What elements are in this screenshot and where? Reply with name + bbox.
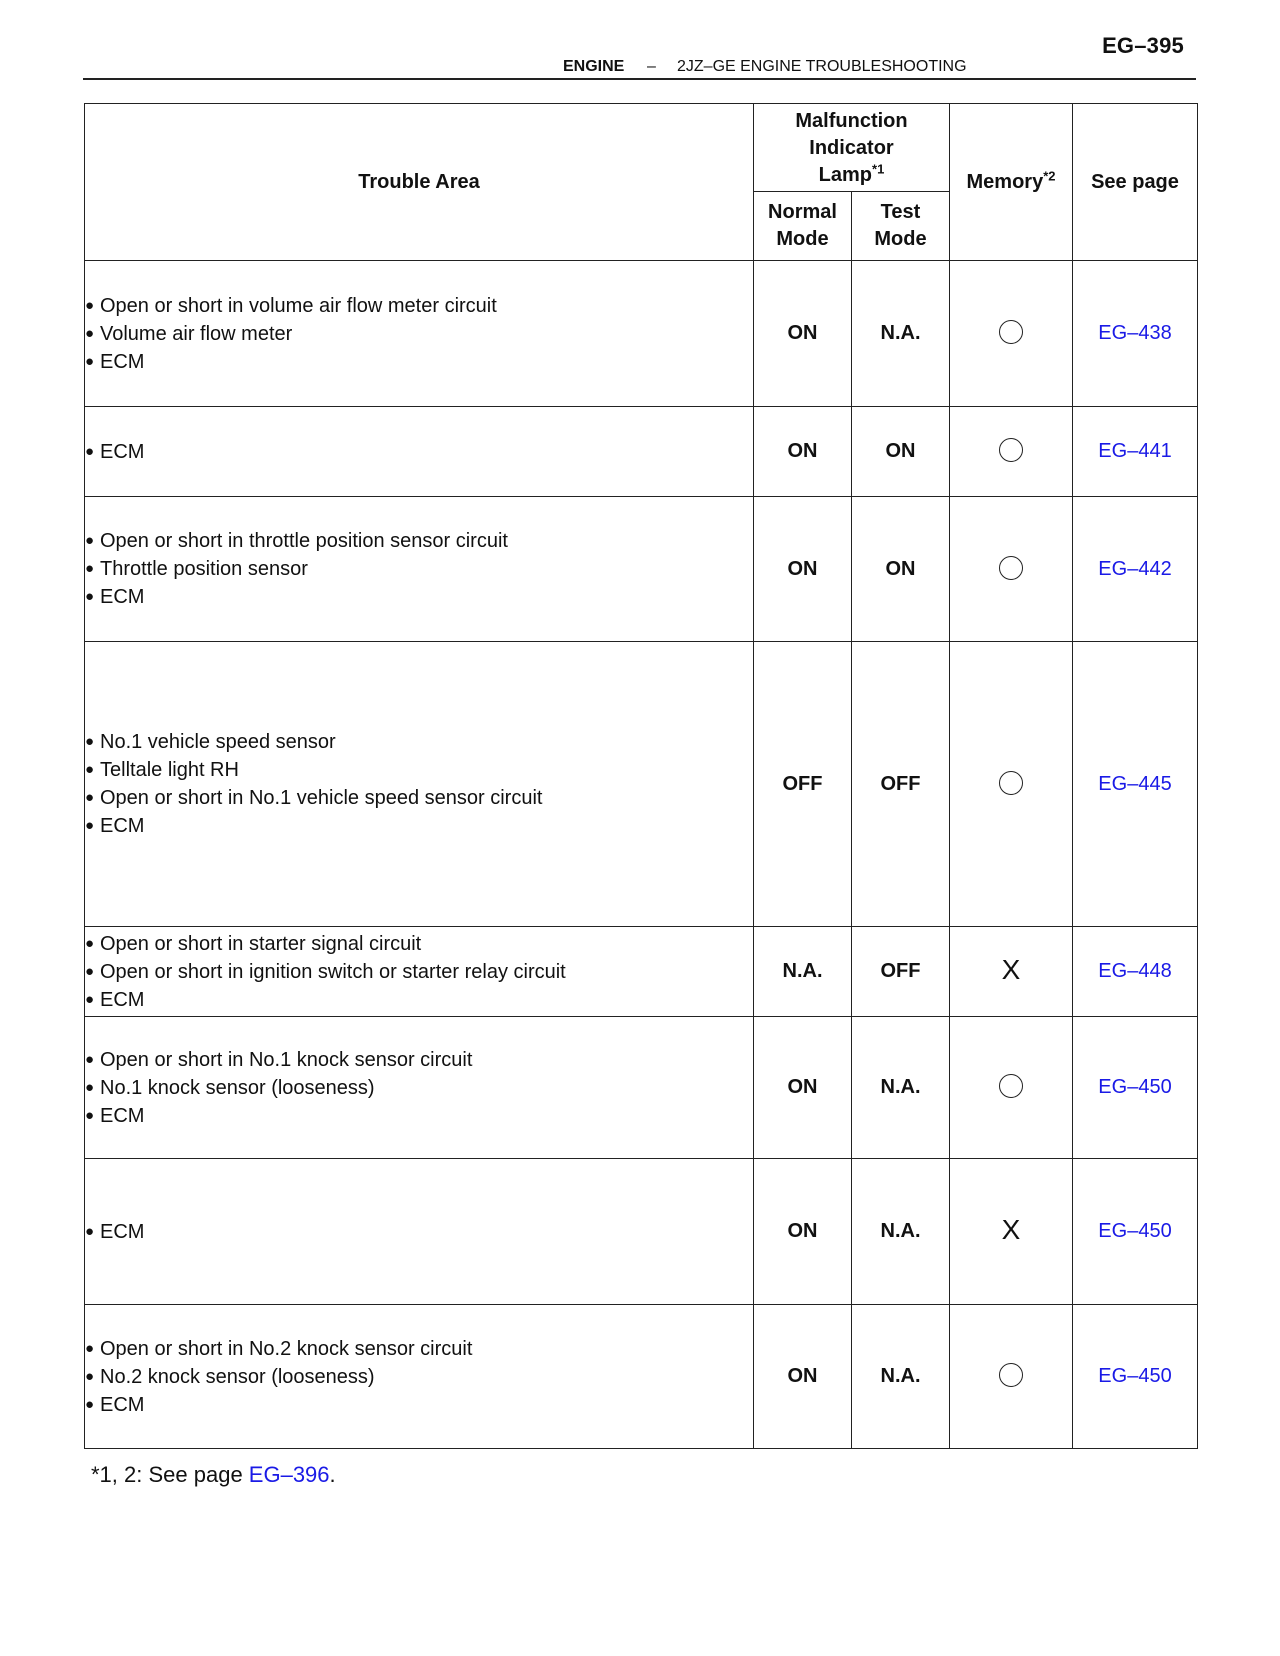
test-mode-cell: N.A. <box>852 261 950 407</box>
trouble-item <box>85 527 753 555</box>
bullet-icon: ● <box>85 962 95 980</box>
mil-line1: Malfunction <box>795 110 908 132</box>
trouble-item-text: Open or short in No.1 vehicle speed sensor circuit <box>100 787 543 809</box>
table-row <box>85 642 1198 927</box>
test-mode-cell: ON <box>852 497 950 642</box>
trouble-item <box>85 1218 753 1246</box>
bullet-icon: ● <box>85 817 95 834</box>
bullet-icon: ● <box>85 934 95 952</box>
bullet-icon: ● <box>85 532 95 549</box>
trouble-item-text: ECM <box>100 350 145 373</box>
test-mode-cell: N.A. <box>852 1159 950 1305</box>
trouble-item <box>85 1046 753 1074</box>
memory-circle-icon <box>999 1074 1023 1098</box>
bullet-icon: ● <box>85 296 95 314</box>
bullet-icon: ● <box>85 442 95 460</box>
trouble-area-cell <box>85 1159 754 1305</box>
memory-circle-icon <box>999 320 1023 344</box>
trouble-item <box>85 1102 753 1130</box>
memory-footnote-mark: *2 <box>1043 167 1056 183</box>
trouble-area-cell <box>85 407 754 497</box>
table-row <box>85 1305 1198 1449</box>
memory-cell <box>950 407 1073 497</box>
bullet-icon: ● <box>85 990 95 1008</box>
trouble-item <box>85 986 753 1014</box>
col-header-see-page: See page <box>1073 104 1198 261</box>
footnote-suffix: . <box>329 1462 336 1487</box>
trouble-item-text: Throttle position sensor <box>100 558 308 580</box>
mil-label: Lamp <box>818 164 873 186</box>
normal-line2: Mode <box>776 228 829 250</box>
bullet-icon: ● <box>85 588 95 605</box>
col-header-memory <box>950 104 1073 261</box>
memory-x-icon: X <box>1001 1214 1021 1246</box>
table-row <box>85 407 1198 497</box>
mil-line2: Indicator <box>809 137 894 159</box>
trouble-area-cell <box>85 927 754 1017</box>
mil-line3 <box>754 162 949 189</box>
normal-line1: Normal <box>768 201 837 223</box>
bullet-icon: ● <box>85 1050 95 1068</box>
trouble-area-cell <box>85 642 754 927</box>
see-page-link[interactable]: EG–450 <box>1073 1159 1198 1305</box>
bullet-icon: ● <box>85 761 95 778</box>
trouble-item-text: Open or short in No.2 knock sensor circuit <box>100 1337 473 1360</box>
section-title: 2JZ–GE ENGINE TROUBLESHOOTING <box>677 58 967 75</box>
trouble-item <box>85 756 753 784</box>
see-page-link[interactable]: EG–450 <box>1073 1305 1198 1449</box>
trouble-item-text: Open or short in volume air flow meter circuit <box>100 294 497 317</box>
trouble-item <box>85 930 753 958</box>
bullet-icon: ● <box>85 1395 95 1413</box>
footnote <box>91 1462 336 1488</box>
bullet-icon: ● <box>85 352 95 370</box>
see-page-link[interactable]: EG–445 <box>1073 642 1198 927</box>
memory-cell <box>950 497 1073 642</box>
table-row <box>85 497 1198 642</box>
memory-label: Memory <box>966 170 1044 193</box>
normal-mode-cell: ON <box>754 497 852 642</box>
footnote-link[interactable]: EG–396 <box>248 1462 330 1487</box>
bullet-icon: ● <box>85 1367 95 1385</box>
table-row <box>85 1159 1198 1305</box>
normal-mode-cell: ON <box>754 1159 852 1305</box>
trouble-area-cell <box>85 1017 754 1159</box>
trouble-item-text: No.1 vehicle speed sensor <box>100 731 336 753</box>
normal-mode-cell: ON <box>754 1305 852 1449</box>
trouble-item-text: ECM <box>100 815 145 837</box>
normal-mode-cell: ON <box>754 261 852 407</box>
footnote-text: *1, 2: See page <box>91 1462 249 1487</box>
trouble-item <box>85 320 753 348</box>
trouble-area-cell <box>85 497 754 642</box>
trouble-item <box>85 348 753 376</box>
trouble-table <box>84 103 1198 1449</box>
trouble-item <box>85 555 753 583</box>
table-row <box>85 261 1198 407</box>
see-page-link[interactable]: EG–450 <box>1073 1017 1198 1159</box>
test-line1: Test <box>880 201 921 223</box>
trouble-item-text: ECM <box>100 1104 145 1127</box>
trouble-item-text: Telltale light RH <box>100 759 239 781</box>
see-page-link[interactable]: EG–448 <box>1073 927 1198 1017</box>
mil-footnote-mark: *1 <box>872 161 885 177</box>
trouble-item <box>85 1363 753 1391</box>
see-page-link[interactable]: EG–438 <box>1073 261 1198 407</box>
trouble-item <box>85 583 753 611</box>
trouble-item-text: ECM <box>100 1393 145 1416</box>
trouble-item <box>85 728 753 756</box>
table-body <box>85 261 1198 1449</box>
test-mode-cell: N.A. <box>852 1305 950 1449</box>
trouble-item-text: ECM <box>100 1220 145 1243</box>
bullet-icon: ● <box>85 733 95 750</box>
bullet-icon: ● <box>85 1339 95 1357</box>
trouble-item <box>85 438 753 466</box>
trouble-item-text: ECM <box>100 988 145 1011</box>
memory-cell <box>950 927 1073 1017</box>
bullet-icon: ● <box>85 789 95 806</box>
trouble-item <box>85 958 753 986</box>
col-header-normal-mode <box>754 192 852 261</box>
normal-mode-cell: ON <box>754 1017 852 1159</box>
bullet-icon: ● <box>85 324 95 342</box>
test-line2: Mode <box>874 228 927 250</box>
trouble-item-text: ECM <box>100 440 145 463</box>
col-header-mil <box>754 104 950 192</box>
memory-cell <box>950 642 1073 927</box>
trouble-item <box>85 1391 753 1419</box>
trouble-area-cell <box>85 261 754 407</box>
trouble-item-text: ECM <box>100 586 145 608</box>
memory-circle-icon <box>999 1363 1023 1387</box>
trouble-area-cell <box>85 1305 754 1449</box>
page-number: EG–395 <box>1102 33 1184 58</box>
trouble-item-text: No.2 knock sensor (looseness) <box>100 1365 375 1388</box>
col-header-test-mode <box>852 192 950 261</box>
trouble-item <box>85 1074 753 1102</box>
memory-circle-icon <box>999 771 1023 795</box>
memory-circle-icon <box>999 438 1023 462</box>
see-page-link[interactable]: EG–441 <box>1073 407 1198 497</box>
test-mode-cell: ON <box>852 407 950 497</box>
trouble-item-text: Open or short in starter signal circuit <box>100 932 422 955</box>
normal-mode-cell: N.A. <box>754 927 852 1017</box>
trouble-item-text: Volume air flow meter <box>100 322 293 345</box>
header-rule <box>83 78 1196 80</box>
bullet-icon: ● <box>85 1222 95 1240</box>
trouble-item-text: Open or short in No.1 knock sensor circuit <box>100 1048 473 1071</box>
memory-cell <box>950 1159 1073 1305</box>
memory-circle-icon <box>999 556 1023 580</box>
normal-mode-cell: OFF <box>754 642 852 927</box>
test-mode-cell: N.A. <box>852 1017 950 1159</box>
test-mode-cell: OFF <box>852 927 950 1017</box>
bullet-icon: ● <box>85 560 95 577</box>
table-row <box>85 1017 1198 1159</box>
test-mode-cell: OFF <box>852 642 950 927</box>
bullet-icon: ● <box>85 1106 95 1124</box>
table-row <box>85 927 1198 1017</box>
trouble-item-text: Open or short in throttle position sensor circuit <box>100 530 508 552</box>
normal-mode-cell: ON <box>754 407 852 497</box>
trouble-item <box>85 812 753 840</box>
trouble-item <box>85 1335 753 1363</box>
bullet-icon: ● <box>85 1078 95 1096</box>
memory-cell <box>950 1017 1073 1159</box>
header-separator: – <box>647 58 656 75</box>
col-header-trouble-area: Trouble Area <box>85 104 754 261</box>
section-name: ENGINE <box>563 58 625 75</box>
trouble-item-text: No.1 knock sensor (looseness) <box>100 1076 375 1099</box>
trouble-item <box>85 292 753 320</box>
memory-cell <box>950 1305 1073 1449</box>
memory-x-icon: X <box>1001 954 1021 986</box>
trouble-item <box>85 784 753 812</box>
trouble-item-text: Open or short in ignition switch or starter relay circuit <box>100 960 566 983</box>
memory-cell <box>950 261 1073 407</box>
see-page-link[interactable]: EG–442 <box>1073 497 1198 642</box>
